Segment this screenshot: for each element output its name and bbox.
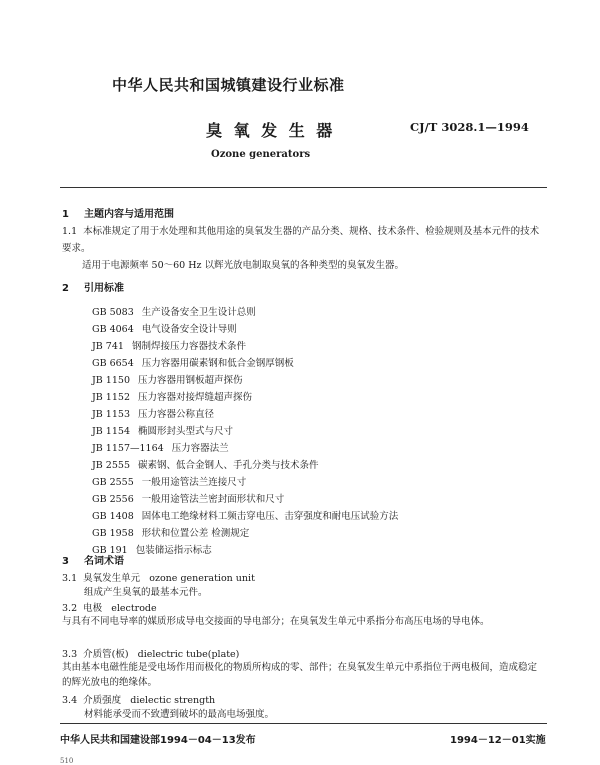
reference-code: JB 741 — [92, 341, 124, 352]
reference-name: 压力容器公称直径 — [138, 409, 215, 420]
reference-code: GB 6654 — [92, 358, 134, 369]
reference-name: 生产设备安全卫生设计总则 — [141, 307, 256, 318]
reference-code: GB 5083 — [92, 307, 134, 318]
clause-1-1-scope — [82, 257, 542, 274]
reference-item — [92, 423, 233, 437]
section-title: 名词术语 — [84, 556, 124, 567]
reference-name: 压力容器对接焊缝超声探伤 — [138, 392, 253, 403]
reference-item — [92, 525, 249, 539]
term-en: dielectric tube(plate) — [137, 649, 240, 660]
term-cn: 臭氧发生单元 — [83, 573, 141, 584]
reference-item — [92, 474, 246, 488]
reference-code: GB 2555 — [92, 477, 134, 488]
term-number: 3.1 — [62, 573, 78, 584]
reference-name: 一般用途管法兰密封面形状和尺寸 — [141, 494, 285, 505]
section-1-heading — [62, 205, 174, 220]
clause-1-1 — [62, 223, 542, 257]
term-definition: 与具有不同电导率的媒质形成导电交接面的导电部分；在臭氧发生单元中系指分布高压电场的导电体。 — [62, 616, 490, 627]
term-cn: 介质强度 — [83, 695, 122, 706]
clause-number: 1.1 — [62, 226, 78, 237]
reference-code: GB 2556 — [92, 494, 134, 505]
term-en: electrode — [111, 603, 157, 614]
standard-title-english: Ozone generators — [211, 149, 311, 160]
reference-name: 碳素钢、低合金钢人、手孔分类与技术条件 — [138, 460, 319, 471]
term-3-1 — [62, 570, 255, 584]
term-cn: 电极 — [83, 603, 103, 614]
section-number: 1 — [62, 209, 69, 220]
term-cn: 介质管(板) — [83, 649, 129, 660]
clause-text: 本标准规定了用于水处理和其他用途的臭氧发生器的产品分类、规格、技术条件、检验规则及基本元件的技术要求。 — [62, 226, 540, 254]
reference-item — [92, 389, 252, 403]
clause-text: 适用于电源频率 50～60 Hz 以辉光放电制取臭氧的各种类型的臭氧发生器。 — [82, 260, 405, 271]
reference-item — [92, 338, 246, 352]
section-number: 3 — [62, 556, 69, 567]
effective-date: 1994－12－01实施 — [450, 735, 546, 746]
reference-code: JB 1154 — [92, 426, 130, 437]
header-divider — [60, 187, 547, 188]
reference-item — [92, 304, 256, 318]
term-3-1-definition — [84, 584, 542, 601]
reference-code: JB 1150 — [92, 375, 130, 386]
reference-name: 形状和位置公差 检测规定 — [141, 528, 250, 539]
term-3-4-definition — [84, 706, 542, 723]
reference-item — [92, 406, 214, 420]
reference-code: GB 191 — [92, 545, 128, 556]
reference-name: 压力容器法兰 — [171, 443, 229, 454]
term-3-2-definition — [62, 614, 542, 629]
reference-code: GB 4064 — [92, 324, 134, 335]
term-definition: 其由基本电磁性能是受电场作用而极化的物质所构成的零、部件；在臭氧发生单元中系指位于两电极间，造成稳定的辉光放电的绝缘体。 — [62, 662, 538, 688]
reference-name: 钢制焊接压力容器技术条件 — [131, 341, 246, 352]
term-definition: 材料能承受而不致遭到破坏的最高电场强度。 — [84, 709, 275, 720]
section-title: 主题内容与适用范围 — [84, 209, 174, 220]
footer-divider — [60, 723, 547, 724]
reference-name: 椭圆形封头型式与尺寸 — [138, 426, 234, 437]
term-3-3-definition — [62, 660, 542, 690]
reference-code: GB 1958 — [92, 528, 134, 539]
reference-code: JB 1157—1164 — [92, 443, 164, 454]
reference-item — [92, 440, 229, 454]
reference-item — [92, 457, 319, 471]
term-number: 3.4 — [62, 695, 78, 706]
section-3-heading — [62, 552, 124, 567]
term-number: 3.2 — [62, 603, 78, 614]
reference-item — [92, 491, 284, 505]
term-3-4 — [62, 692, 215, 706]
reference-name: 一般用途管法兰连接尺寸 — [141, 477, 247, 488]
term-en: dielectic strength — [130, 695, 216, 706]
standard-code: CJ/T 3028.1—1994 — [410, 120, 529, 134]
reference-name: 压力容器用碳素钢和低合金钢厚钢板 — [141, 358, 294, 369]
reference-item — [92, 355, 294, 369]
term-3-2 — [62, 600, 157, 614]
reference-code: JB 2555 — [92, 460, 130, 471]
section-title: 引用标准 — [84, 283, 124, 294]
issue-date: 中华人民共和国建设部1994－04－13发布 — [60, 735, 256, 746]
page-number: 510 — [60, 757, 74, 765]
issuing-body-title: 中华人民共和国城镇建设行业标准 — [112, 76, 345, 94]
reference-name: 固体电工绝缘材料工频击穿电压、击穿强度和耐电压试验方法 — [141, 511, 399, 522]
reference-name: 包装储运指示标志 — [135, 545, 212, 556]
reference-item — [92, 321, 237, 335]
reference-code: JB 1152 — [92, 392, 130, 403]
reference-item — [92, 372, 243, 386]
standard-title: 臭 氧 发 生 器 — [206, 121, 336, 140]
reference-code: JB 1153 — [92, 409, 130, 420]
reference-name: 电气设备安全设计导则 — [141, 324, 237, 335]
term-number: 3.3 — [62, 649, 78, 660]
section-2-heading — [62, 279, 124, 294]
term-definition: 组成产生臭氧的最基本元件。 — [84, 587, 208, 598]
term-en: ozone generation unit — [149, 573, 255, 584]
reference-name: 压力容器用钢板超声探伤 — [138, 375, 243, 386]
reference-code: GB 1408 — [92, 511, 134, 522]
term-3-3 — [62, 646, 239, 660]
reference-item — [92, 508, 398, 522]
section-number: 2 — [62, 283, 69, 294]
